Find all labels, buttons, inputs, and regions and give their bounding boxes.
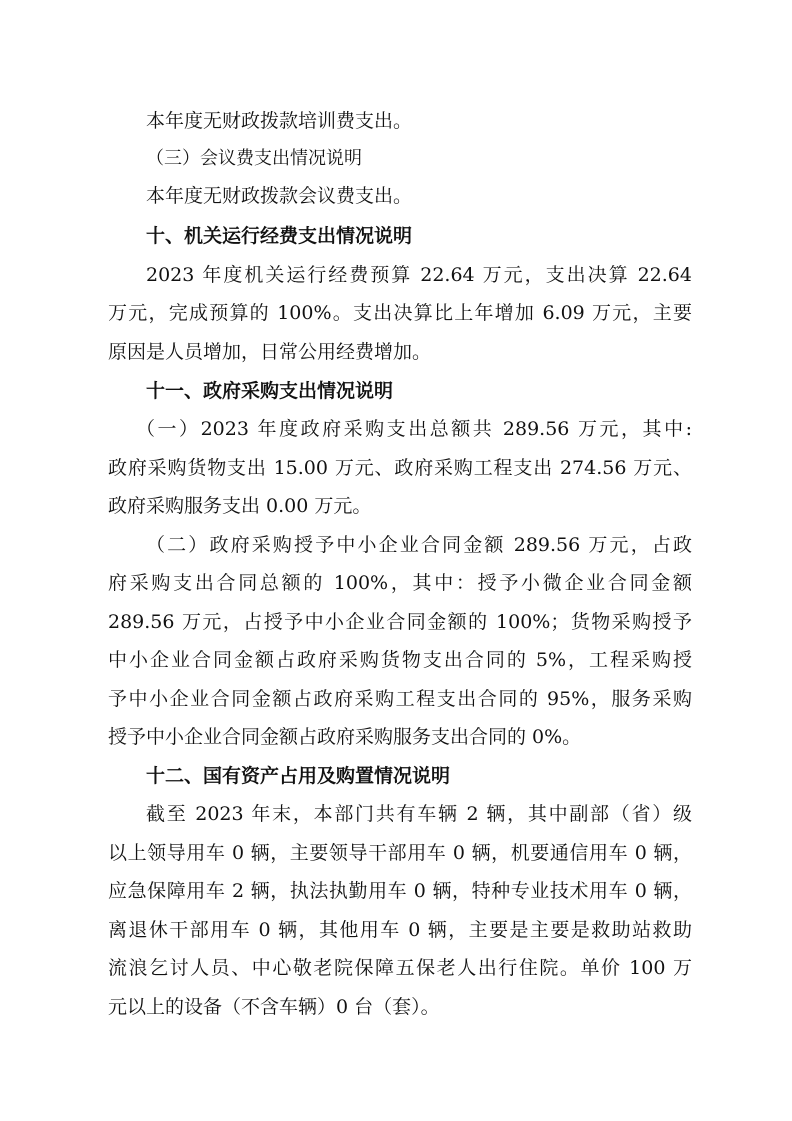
subsection-heading-meeting-fees: （三）会议费支出情况说明 bbox=[146, 148, 362, 169]
section-heading-12: 十二、国有资产占用及购置情况说明 bbox=[146, 765, 451, 787]
paragraph-line: 以上领导用车 0 辆，主要领导干部用车 0 辆，机要通信用车 0 辆， bbox=[108, 842, 692, 864]
paragraph-line: 截至 2023 年末，本部门共有车辆 2 辆，其中副部（省）级 bbox=[146, 803, 692, 825]
paragraph-line: 元以上的设备（不含车辆）0 台（套）。 bbox=[108, 996, 440, 1018]
paragraph-line: 政府采购货物支出 15.00 万元、政府采购工程支出 274.56 万元、 bbox=[108, 457, 692, 479]
paragraph-line: 予中小企业合同金额占政府采购工程支出合同的 95%，服务采购 bbox=[108, 688, 692, 710]
paragraph-line: 原因是人员增加，日常公用经费增加。 bbox=[108, 341, 432, 363]
paragraph-line: 授予中小企业合同金额占政府采购服务支出合同的 0%。 bbox=[108, 726, 582, 748]
paragraph-line: 政府采购服务支出 0.00 万元。 bbox=[108, 495, 372, 517]
paragraph-line: 2023 年度机关运行经费预算 22.64 万元，支出决算 22.64 bbox=[146, 264, 692, 286]
paragraph-line: 本年度无财政拨款会议费支出。 bbox=[146, 185, 413, 207]
paragraph-line: 离退休干部用车 0 辆，其他用车 0 辆，主要是主要是救助站救助 bbox=[108, 919, 692, 941]
paragraph-line: 应急保障用车 2 辆，执法执勤用车 0 辆，特种专业技术用车 0 辆， bbox=[108, 880, 692, 902]
paragraph-line: （一）2023 年度政府采购支出总额共 289.56 万元，其中: bbox=[136, 418, 692, 440]
paragraph-line: （二）政府采购授予中小企业合同金额 289.56 万元，占政 bbox=[146, 534, 692, 556]
section-heading-11: 十一、政府采购支出情况说明 bbox=[146, 380, 394, 402]
paragraph-line: 府采购支出合同总额的 100%，其中：授予小微企业合同金额 bbox=[108, 572, 692, 594]
paragraph-line: 万元，完成预算的 100%。支出决算比上年增加 6.09 万元，主要 bbox=[108, 302, 692, 324]
paragraph-line: 中小企业合同金额占政府采购货物支出合同的 5%，工程采购授 bbox=[108, 649, 692, 671]
paragraph-line: 289.56 万元，占授予中小企业合同金额的 100%；货物采购授予 bbox=[108, 611, 692, 633]
section-heading-10: 十、机关运行经费支出情况说明 bbox=[146, 225, 413, 247]
paragraph-line: 流浪乞讨人员、中心敬老院保障五保老人出行住院。单价 100 万 bbox=[108, 957, 692, 979]
paragraph-line: 本年度无财政拨款培训费支出。 bbox=[146, 110, 413, 132]
